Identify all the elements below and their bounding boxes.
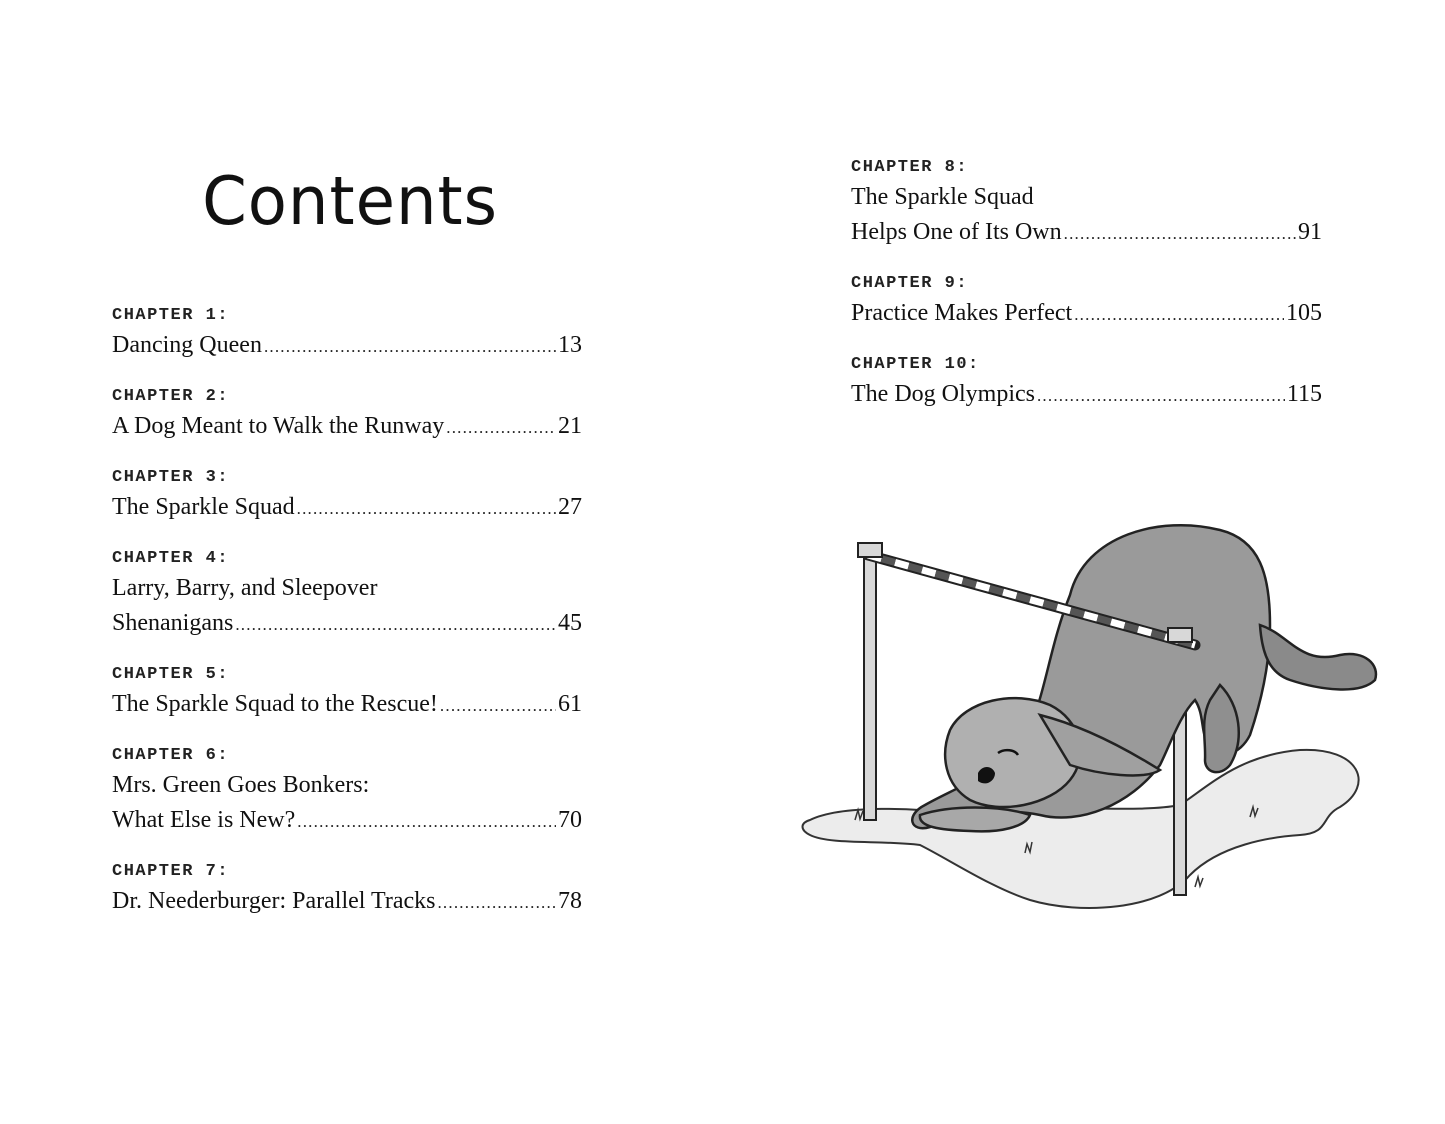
toc-entry — [851, 156, 1322, 250]
chapter-title: The Sparkle Squad to the Rescue! — [112, 691, 438, 717]
dog-tail — [1260, 625, 1376, 689]
chapter-label: CHAPTER 8: — [851, 158, 969, 177]
chapter-title-line — [112, 606, 582, 641]
chapter-title-line — [851, 296, 1322, 331]
chapter-label: CHAPTER 4: — [112, 549, 230, 568]
dot-leader — [1037, 378, 1285, 413]
dog-head — [945, 698, 1080, 807]
page-number: 21 — [558, 413, 582, 439]
chapter-title-line — [112, 490, 582, 525]
chapter-title: Practice Makes Perfect — [851, 300, 1073, 326]
dot-leader — [1074, 297, 1284, 332]
page-number: 61 — [558, 691, 582, 717]
page-number: 45 — [558, 610, 582, 636]
toc-entry — [112, 860, 582, 919]
chapter-title: The Dog Olympics — [851, 381, 1035, 407]
dot-leader — [1064, 216, 1296, 251]
page-number: 105 — [1286, 300, 1322, 326]
hurdle-post-left — [864, 545, 876, 820]
chapter-title: Shenanigans — [112, 610, 234, 636]
page-number: 115 — [1286, 381, 1322, 407]
chapter-label: CHAPTER 6: — [112, 746, 230, 765]
chapter-title-line — [112, 571, 582, 606]
dot-leader — [297, 804, 556, 839]
chapter-title-line — [851, 215, 1322, 250]
chapter-title-line — [112, 687, 582, 722]
chapter-label: CHAPTER 1: — [112, 306, 230, 325]
dog-under-hurdle-illustration — [800, 515, 1385, 915]
chapter-title-line — [851, 377, 1322, 412]
dot-leader — [440, 688, 556, 723]
toc-entry — [112, 385, 582, 444]
chapter-title-line — [112, 803, 582, 838]
dog-paws — [920, 808, 1030, 832]
chapter-title: Mrs. Green Goes Bonkers: — [112, 772, 370, 798]
chapter-label: CHAPTER 2: — [112, 387, 230, 406]
page-number: 78 — [558, 888, 582, 914]
chapter-label: CHAPTER 7: — [112, 862, 230, 881]
chapter-title: A Dog Meant to Walk the Runway — [112, 413, 445, 439]
chapter-title: Helps One of Its Own — [851, 219, 1062, 245]
toc-entry — [112, 744, 582, 838]
dot-leader — [437, 885, 556, 920]
chapter-label: CHAPTER 10: — [851, 355, 980, 374]
page-number: 27 — [558, 494, 582, 520]
toc-entry — [851, 272, 1322, 331]
dot-leader — [235, 607, 556, 642]
toc-entry — [112, 304, 582, 363]
chapter-title: Dancing Queen — [112, 332, 262, 358]
toc-entry — [112, 663, 582, 722]
chapter-title: Dr. Neederburger: Parallel Tracks — [112, 888, 436, 914]
chapter-title: The Sparkle Squad — [112, 494, 295, 520]
toc-left-column — [112, 304, 582, 941]
chapter-label: CHAPTER 9: — [851, 274, 969, 293]
chapter-title: The Sparkle Squad — [851, 184, 1034, 210]
chapter-title-line — [851, 180, 1322, 215]
chapter-label: CHAPTER 5: — [112, 665, 230, 684]
toc-right-column — [851, 156, 1322, 434]
chapter-title: What Else is New? — [112, 807, 296, 833]
chapter-title-line — [112, 884, 582, 919]
page-title: Contents — [202, 163, 498, 241]
toc-entry — [112, 547, 582, 641]
chapter-title-line — [112, 409, 582, 444]
page-number: 13 — [558, 332, 582, 358]
dot-leader — [264, 329, 556, 364]
dot-leader — [446, 410, 556, 445]
dot-leader — [297, 491, 556, 526]
page-number: 70 — [558, 807, 582, 833]
page-number: 91 — [1298, 219, 1322, 245]
toc-entry — [851, 353, 1322, 412]
chapter-label: CHAPTER 3: — [112, 468, 230, 487]
toc-entry — [112, 466, 582, 525]
chapter-title: Larry, Barry, and Sleepover — [112, 575, 378, 601]
chapter-title-line — [112, 768, 582, 803]
chapter-title-line — [112, 328, 582, 363]
